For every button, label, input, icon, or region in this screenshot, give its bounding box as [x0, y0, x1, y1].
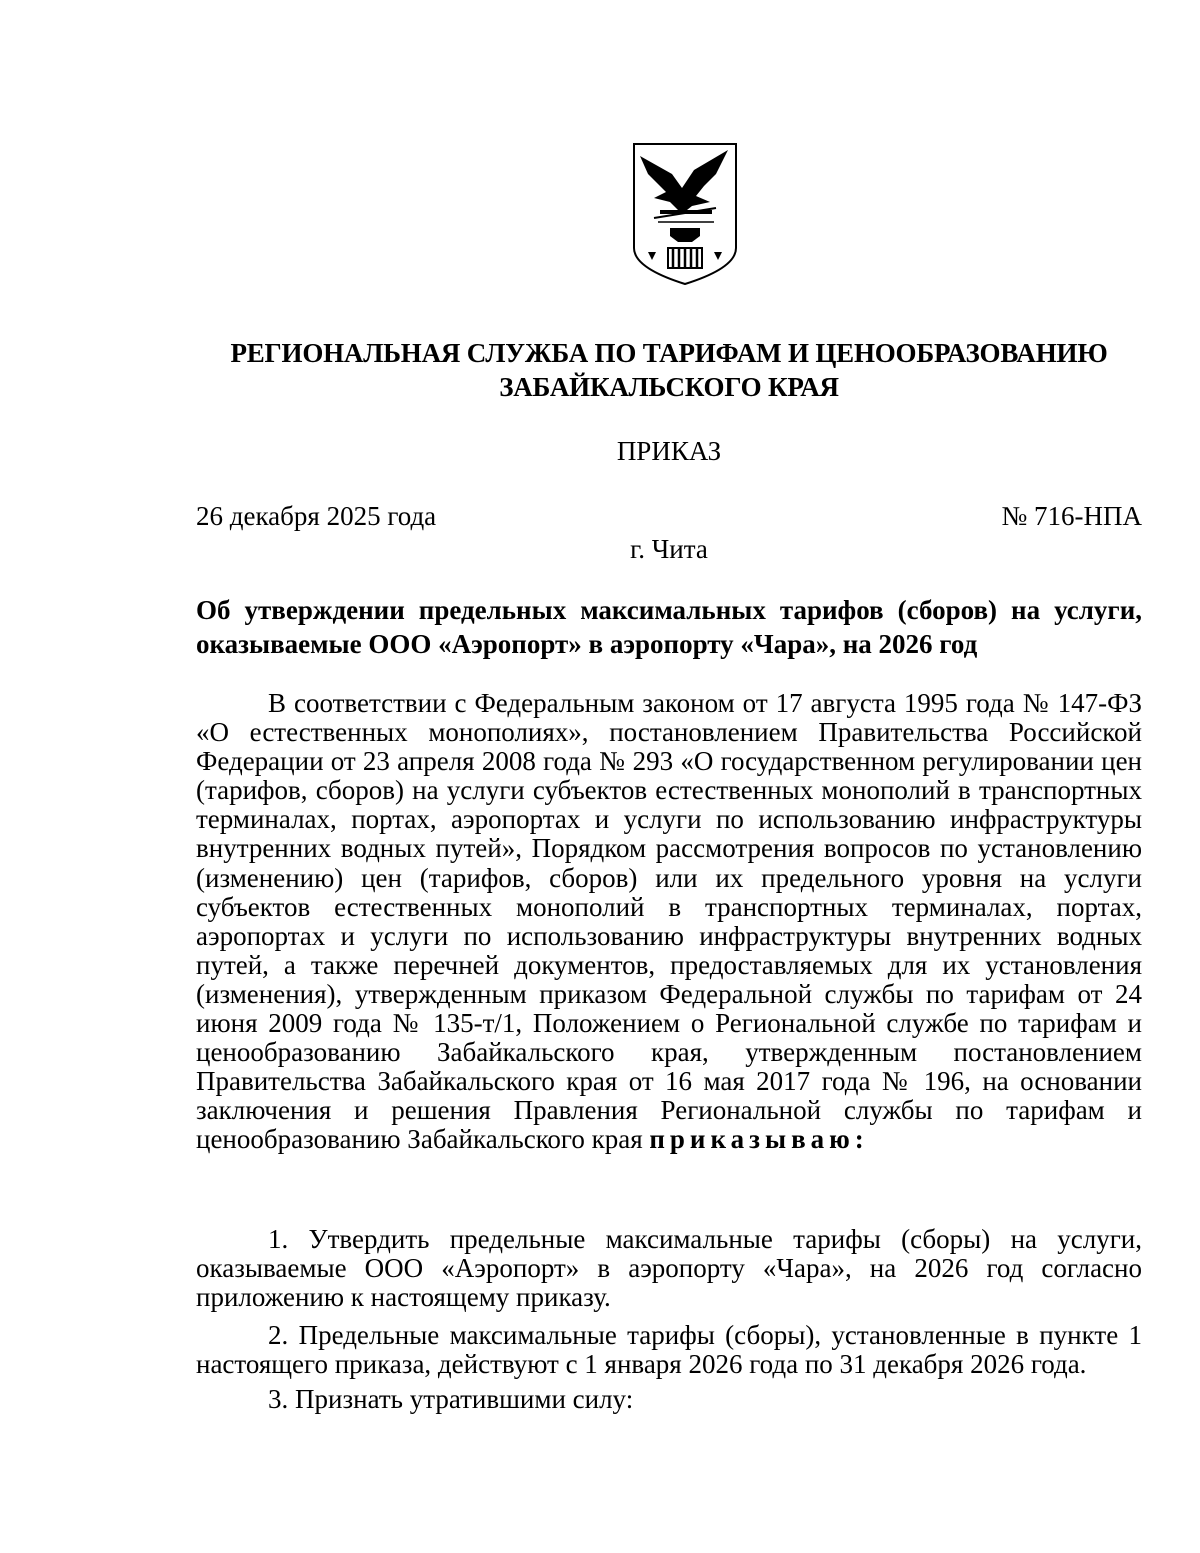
organization-title-line2: ЗАБАЙКАЛЬСКОГО КРАЯ: [499, 372, 839, 402]
organization-title: [196, 336, 1142, 404]
document-subject: Об утверждении предельных максимальных тарифов (сборов) на услуги, оказываемые ООО «Аэропорт» в аэропорту «Чара», на 2026 год: [196, 595, 1142, 659]
preamble-text: В соответствии с Федеральным законом от 17 августа 1995 года № 147-ФЗ «О естественных монополиях», постановлением Правительства Российской Федерации от 23 апреля 2008 года № 293 «О государственном регулировании цен (тарифов, сборов) на услуги субъектов естественных монополий в транспортных терминалах, портах, аэропортах и услуги по использованию инфраструктуры внутренних водных путей», Порядком рассмотрения вопросов по установлению (изменению) цен (тарифов, сборов) или их предельного уровня на услуги субъектов естественных монополий в транспортных терминалах, портах, аэропортах и услуги по использованию инфраструктуры внутренних водных путей, а также перечней документов, предоставляемых для их установления (изменения), утвержденным приказом Федеральной службы по тарифам от 24 июня 2009 года № 135-т/1, Положением о Региональной службе по тарифам и ценообразованию Забайкальского края, утвержденным постановлением Правительства Забайкальского края от 16 мая 2017 года № 196, на основании заключения и решения Правления Региональной службы по тарифам и ценообразованию Забайкальского края: [196, 688, 1142, 1155]
document-number: № 716-НПА: [1001, 501, 1142, 531]
order-item-2: 2. Предельные максимальные тарифы (сборы), установленные в пункте 1 настоящего приказа, действуют с 1 января 2026 года по 31 декабря 2026 года.: [196, 1320, 1142, 1380]
document-date: 26 декабря 2025 года: [196, 501, 437, 531]
document-type: ПРИКАЗ: [616, 436, 722, 466]
decree-word: приказываю:: [649, 1124, 869, 1155]
document-city: г. Чита: [630, 534, 708, 564]
organization-title-line1: РЕГИОНАЛЬНАЯ СЛУЖБА ПО ТАРИФАМ И ЦЕНООБРАЗОВАНИЮ: [230, 338, 1108, 368]
coat-of-arms-icon: [630, 140, 740, 286]
order-item-1: 1. Утвердить предельные максимальные тарифы (сборы) на услуги, оказываемые ООО «Аэропорт» в аэропорту «Чара», на 2026 год согласно приложению к настоящему приказу.: [196, 1224, 1142, 1313]
preamble-paragraph: [196, 689, 1142, 1155]
order-item-3: 3. Признать утратившими силу:: [268, 1384, 634, 1414]
